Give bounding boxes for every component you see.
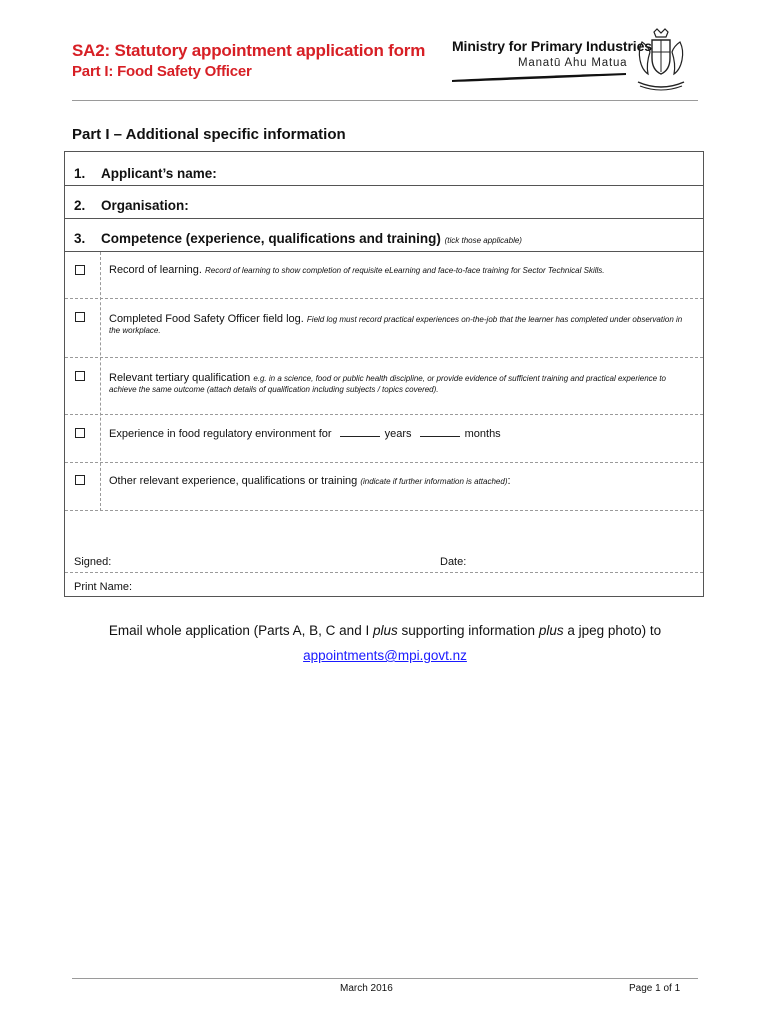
years-label: years [384,428,412,440]
submission-instructions [0,623,770,638]
organisation-label: Organisation: [101,198,189,213]
form-table [64,151,704,597]
header-divider [72,100,698,101]
row-divider [65,462,703,463]
email-link[interactable]: appointments@mpi.govt.nz [303,648,467,663]
email-link-row [0,648,770,663]
item-label: Relevant tertiary qualification [109,372,251,384]
item-label: Experience in food regulatory environment for [109,428,332,440]
instr-suffix: a jpeg photo) to [563,623,662,638]
item-label: Completed Food Safety Officer field log. [109,313,304,325]
months-label: months [464,428,501,440]
item-note: Field log must record practical experiences on-the-job that the learner has completed under observation in the workplace. [109,315,683,335]
question-number: 3. [74,231,86,246]
page-number: Page 1 of 1 [629,983,681,994]
row-divider [65,218,703,219]
item-suffix: : [507,475,511,487]
tertiary-qualification-checkbox[interactable] [75,371,85,381]
competence-label-text: Competence (experience, qualifications and training) [101,231,441,246]
item-note: (indicate if further information is attached) [360,477,508,486]
item-label: Record of learning. [109,264,202,276]
applicant-name-label: Applicant’s name: [101,166,217,181]
form-subtitle: Part I: Food Safety Officer [72,63,252,80]
date-label: Date: [440,556,467,568]
org-name-maori: Manatū Ahu Matua [518,57,628,69]
org-name: Ministry for Primary Industries [452,38,652,54]
experience-checkbox[interactable] [75,428,85,438]
instr-middle: supporting information [397,623,539,638]
section-heading: Part I – Additional specific information [72,126,346,143]
record-of-learning-item [109,265,691,276]
question-number: 1. [74,166,86,181]
other-experience-checkbox[interactable] [75,475,85,485]
footer-divider [72,978,698,979]
instr-plus-2: plus [538,623,564,638]
signed-label: Signed: [74,556,112,568]
item-note: Record of learning to show completion of requisite eLearning and face-to-face training for Sector Technical Skills. [205,266,605,275]
instr-prefix: Email whole application (Parts A, B, C and I [108,623,373,638]
row-divider [65,572,703,573]
form-title: SA2: Statutory appointment application form [72,41,426,60]
question-number: 2. [74,198,86,213]
instr-plus-1: plus [372,623,398,638]
print-name-label: Print Name: [74,581,133,593]
field-log-checkbox[interactable] [75,312,85,322]
footer-date: March 2016 [340,983,393,994]
row-divider [65,510,703,511]
row-divider [65,185,703,186]
item-note: e.g. in a science, food or public health discipline, or provide evidence of sufficient training and practical experience to achieve the same outcome (attach details of qualification including subjects / topics covered). [109,374,666,394]
row-divider [65,251,703,252]
months-field[interactable] [420,436,460,437]
column-divider [100,252,101,511]
field-log-item [109,314,691,336]
tertiary-qualification-item [109,373,691,395]
competence-note: (tick those applicable) [444,236,522,245]
row-divider [65,357,703,358]
coat-of-arms-icon [632,28,690,94]
item-label: Other relevant experience, qualifications or training [109,475,358,487]
row-divider [65,414,703,415]
row-divider [65,298,703,299]
years-field[interactable] [340,436,380,437]
record-of-learning-checkbox[interactable] [75,265,85,275]
logo-swoosh-icon [450,70,630,84]
experience-item [109,429,691,440]
competence-label [101,231,522,246]
other-experience-item [109,476,691,487]
